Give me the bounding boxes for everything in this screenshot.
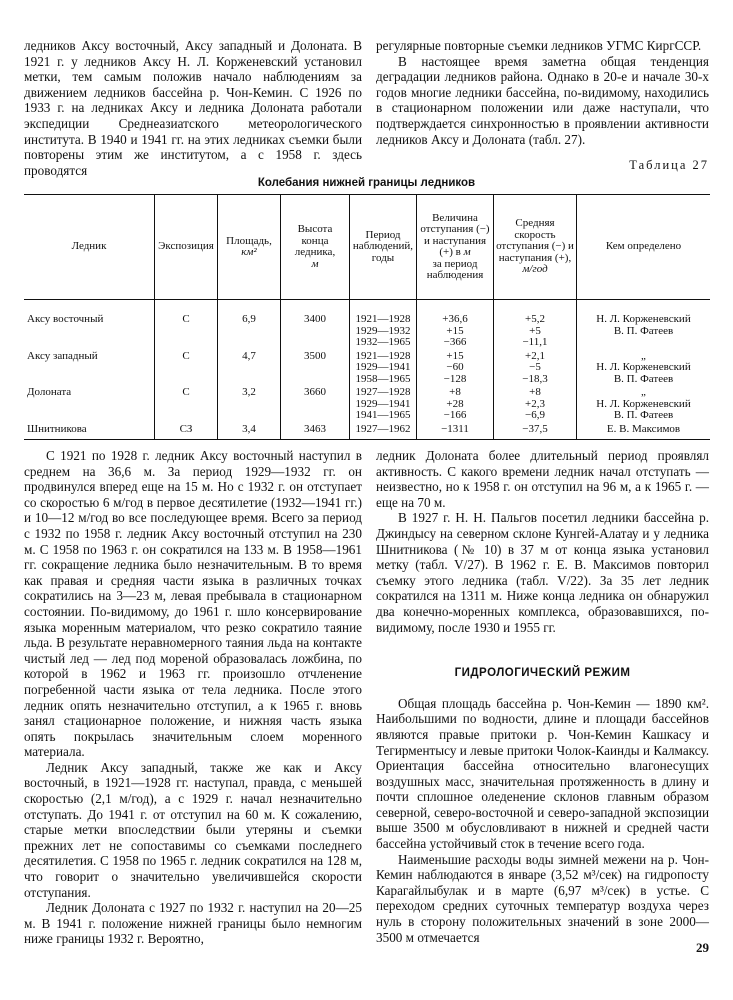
cell-speed-line: −6,9 (525, 409, 545, 421)
table-header-row (24, 195, 710, 300)
text-column-top-left (24, 38, 362, 178)
cell-speed (494, 385, 577, 422)
cell-who-line: В. П. Фатеев (613, 324, 674, 337)
glacier-oscillation-table (24, 194, 710, 440)
cell-retreat-line: −166 (443, 409, 467, 421)
header-retreat (417, 195, 494, 300)
cell-speed (494, 300, 577, 349)
header-height (281, 195, 350, 300)
cell-speed-line: −37,5 (522, 422, 548, 435)
cell-who-line: „ (641, 386, 646, 398)
cell-area: 3,4 (218, 422, 281, 440)
cell-who-line: Н. Л. Корженевский (596, 313, 691, 325)
cell-retreat-line: −128 (443, 372, 467, 385)
header-glacier: Ледник (24, 195, 155, 300)
table-row (24, 300, 710, 349)
paragraph: С 1921 по 1928 г. ледник Аксу восточный наступил в среднем на 36,6 м. За период 1929—1932 гг. он продвинулся вперед еще на 15 м. Но с 1932 г. он отступает со скоростью 6 м/год в первое десятилетие (1932—1941 гг.) и 10—12 м/год во все последующее время. Всего за период с 1932 по 1958 г. ледник Аксу восточный отступил на 230 м. С 1958 по 1963 г. он сократился на 133 м. В 1958—1961 гг. сокращение ледника было незначительным. В то время как правая и средняя части языка в различных точках сократились на 3—23 м, левая пребывала в стационарном состоянии. По-видимому, до 1961 г. шло консервирование языка моренным материалом, что резко сократило таяние льда. В результате неравномерного таяния льда на контакте чистый лед — лед под мореной образовалась ложбина, по которой в 1962 и 1963 гг. произошло отчленение погребенной части языка от тела ледника. После этого ледник опять незначительно отступил, а к 1965 г. вновь занял стационарное положение, и нижняя часть языка опять покрылась значительным слоем моренного материала. (24, 448, 362, 760)
cell-exposure: С (155, 385, 218, 422)
cell-height: 3500 (281, 349, 350, 386)
cell-speed-line: +5,2 (525, 313, 545, 325)
cell-who (577, 385, 711, 422)
text-column-bottom-right (376, 448, 709, 945)
header-speed-label: Средняя скорость отступания (−) и наступания (+), (496, 217, 574, 264)
header-retreat-b: за период наблюдения (426, 257, 484, 281)
paragraph: ледник Долоната более длительный период проявлял активность. С какого времени ледник начал отступать — неизвестно, но к 1958 г. он отступил на 96 м, а к 1965 г. — еще на 70 м. (376, 448, 709, 510)
cell-period-line: 1927—1962 (355, 422, 411, 435)
cell-period (350, 300, 417, 349)
cell-speed-line: +2,3 (525, 397, 545, 410)
cell-glacier: Долоната (27, 386, 72, 398)
table-row (24, 349, 710, 386)
cell-speed-line: +8 (529, 386, 541, 398)
table-row (24, 422, 710, 440)
cell-period-line: 1929—1941 (355, 397, 411, 410)
cell-retreat-line: −1311 (441, 422, 469, 435)
cell-glacier: Аксу восточный (27, 313, 104, 325)
cell-period-line: 1958—1965 (355, 372, 411, 385)
cell-period (350, 349, 417, 386)
table-number: Таблица 27 (629, 158, 709, 172)
header-retreat-a: Величина отступания (−) и наступания (+) в (420, 211, 490, 258)
paragraph: Ледник Долоната с 1927 по 1932 г. наступил на 20—25 м. В 1941 г. положение нижней границы было немногим ниже границы 1932 г. Вероятно, (24, 900, 362, 947)
header-speed-unit: м/год (522, 263, 548, 276)
header-height-unit: м (311, 257, 319, 270)
cell-period-line: 1921—1928 (355, 349, 411, 362)
cell-speed-line: −18,3 (522, 372, 548, 385)
cell-glacier: Аксу западный (27, 349, 98, 362)
header-area-label: Площадь, (226, 234, 272, 247)
cell-retreat-line: +28 (446, 397, 464, 410)
header-area (218, 195, 281, 300)
cell-area: 3,2 (218, 385, 281, 422)
table-body (24, 300, 710, 440)
header-height-label: Высота конца ледника, (294, 223, 336, 258)
cell-who-line: В. П. Фатеев (613, 409, 674, 421)
cell-period-line: 1921—1928 (355, 313, 411, 325)
cell-retreat-line: −366 (443, 336, 467, 348)
paragraph: Общая площадь бассейна р. Чон-Кемин — 1890 км². Наибольшими по водности, длине и площади бассейнов являются правые притоки р. Чон-Кемин Кашкасу и Тегирментысу и левые притоки Чолок-Каинды и Калмаксу. Ориентация бассейна относительно влагонесущих воздушных масс, значительная протяженность в длину и почти сплошное оледенение склонов главным образом северной, северо-восточной и северо-западной экспозиции выше 3500 м обусловливают в нижней и средней части бассейна устойчивый сток в течение всего года. (376, 695, 709, 852)
cell-retreat (417, 300, 494, 349)
cell-retreat (417, 422, 494, 440)
cell-period-line: 1932—1965 (355, 336, 411, 348)
cell-who-line: Е. В. Максимов (606, 422, 681, 435)
table-row (24, 385, 710, 422)
cell-height: 3660 (281, 385, 350, 422)
paragraph: регулярные повторные съемки ледников УГМС КиргССР. (376, 38, 702, 53)
cell-who-line: Н. Л. Корженевский (596, 397, 691, 410)
cell-speed (494, 422, 577, 440)
text-column-bottom-left (24, 448, 362, 947)
cell-retreat (417, 349, 494, 386)
cell-period-line: 1929—1941 (355, 361, 411, 373)
paragraph: Наименьшие расходы воды зимней межени на р. Чон-Кемин наблюдаются в январе (3,52 м³/сек) на гидропосту Карагайлыбулак и в марте (6,97 м³/сек) в устье. С переходом средних суточных температур воздуха через нуль в сторону положительных значений в зоне 2000—3500 м отмечается (376, 851, 709, 945)
cell-period-line: 1929—1932 (355, 324, 411, 337)
cell-height: 3400 (281, 300, 350, 349)
cell-retreat (417, 385, 494, 422)
cell-period-line: 1927—1928 (355, 386, 411, 398)
paragraph: Ледник Аксу западный, также же как и Аксу восточный, в 1921—1928 гг. наступал, правда, с меньшей скоростью (2,1 м/год), а с 1929 г. начал незначительно отступать. До 1941 г. от отступил на 60 м. К сожалению, старые метки впоследствии были утеряны и съемки прежних лет не сопоставимы со съемками последнего десятилетия. С 1958 по 1965 г. ледник сократился на 128 м, что говорит о значительно увеличившейся скорости отступания. (24, 759, 362, 900)
header-who: Кем определено (577, 195, 711, 300)
cell-retreat-line: −60 (446, 361, 464, 373)
cell-exposure: С (155, 300, 218, 349)
section-title: ГИДРОЛОГИЧЕСКИЙ РЕЖИМ (454, 667, 631, 680)
cell-period (350, 385, 417, 422)
cell-speed-line: +2,1 (525, 349, 545, 362)
cell-speed-line: +5 (529, 324, 541, 337)
cell-retreat-line: +36,6 (442, 313, 468, 325)
header-retreat-unit: м (463, 246, 471, 258)
paragraph: ледников Аксу восточный, Аксу западный и Долоната. В 1921 г. у ледников Аксу Н. Л. Корженевский установил метки, тем самым положив начало наблюдениям за движением ледников бассейна р. Чон-Кемин. С 1926 по 1933 г. на ледниках Аксу и ледника Долоната работали экспедиции Среднеазиатского метеорологического института. В 1940 и 1941 гг. на этих ледниках съемки были повторены этим же институтом, а с 1958 г. здесь проводятся (24, 38, 362, 178)
cell-retreat-line: +15 (446, 324, 464, 337)
cell-speed-line: −5 (529, 361, 541, 373)
header-exposure: Экспозиция (155, 195, 218, 300)
cell-height: 3463 (281, 422, 350, 440)
cell-glacier: Шнитникова (24, 422, 155, 440)
cell-who (577, 422, 711, 440)
header-speed (494, 195, 577, 300)
cell-who-line: „ (641, 349, 646, 362)
cell-area: 4,7 (218, 349, 281, 386)
cell-speed-line: −11,1 (522, 336, 548, 348)
cell-who-line: В. П. Фатеев (613, 372, 674, 385)
cell-period (350, 422, 417, 440)
cell-exposure: СЗ (155, 422, 218, 440)
paragraph: В настоящее время заметна общая тенденция деградации ледников района. Однако в 20-е и начале 30-х годов многие ледники бассейна, по-видимому, находились в стационарном положении или даже наступали, что подтверждается синхронностью в проявлении активности ледников Аксу и Долоната (табл. 27). (376, 53, 709, 147)
cell-period-line: 1941—1965 (355, 409, 411, 421)
header-period: Период наблюдений, годы (350, 195, 417, 300)
page-number: 29 (696, 940, 709, 955)
cell-retreat-line: +15 (446, 349, 464, 362)
paragraph: В 1927 г. Н. Н. Пальгов посетил ледники бассейна р. Джиндысу на северном склоне Кунгей-Алатау и у ледника Шнитникова (№ 10) в 37 м от конца языка установил метку (табл. V/27). В 1962 г. Е. В. Максимов повторил съемку этого ледника (табл. V/22). За 35 лет ледник сократился на 1311 м. Ниже конца ледника он обнаружил два конечно-моренных комплекса, образовавшихся, по-видимому, после 1930 и 1955 гг. (376, 510, 709, 635)
cell-who (577, 300, 711, 349)
text-column-top-right (376, 38, 709, 147)
cell-speed (494, 349, 577, 386)
cell-retreat-line: +8 (449, 386, 461, 398)
header-area-unit: км² (241, 246, 257, 258)
cell-area: 6,9 (218, 300, 281, 349)
cell-who (577, 349, 711, 386)
cell-exposure: С (155, 349, 218, 386)
cell-who-line: Н. Л. Корженевский (596, 361, 691, 373)
table-title: Колебания нижней границы ледников (257, 177, 476, 189)
